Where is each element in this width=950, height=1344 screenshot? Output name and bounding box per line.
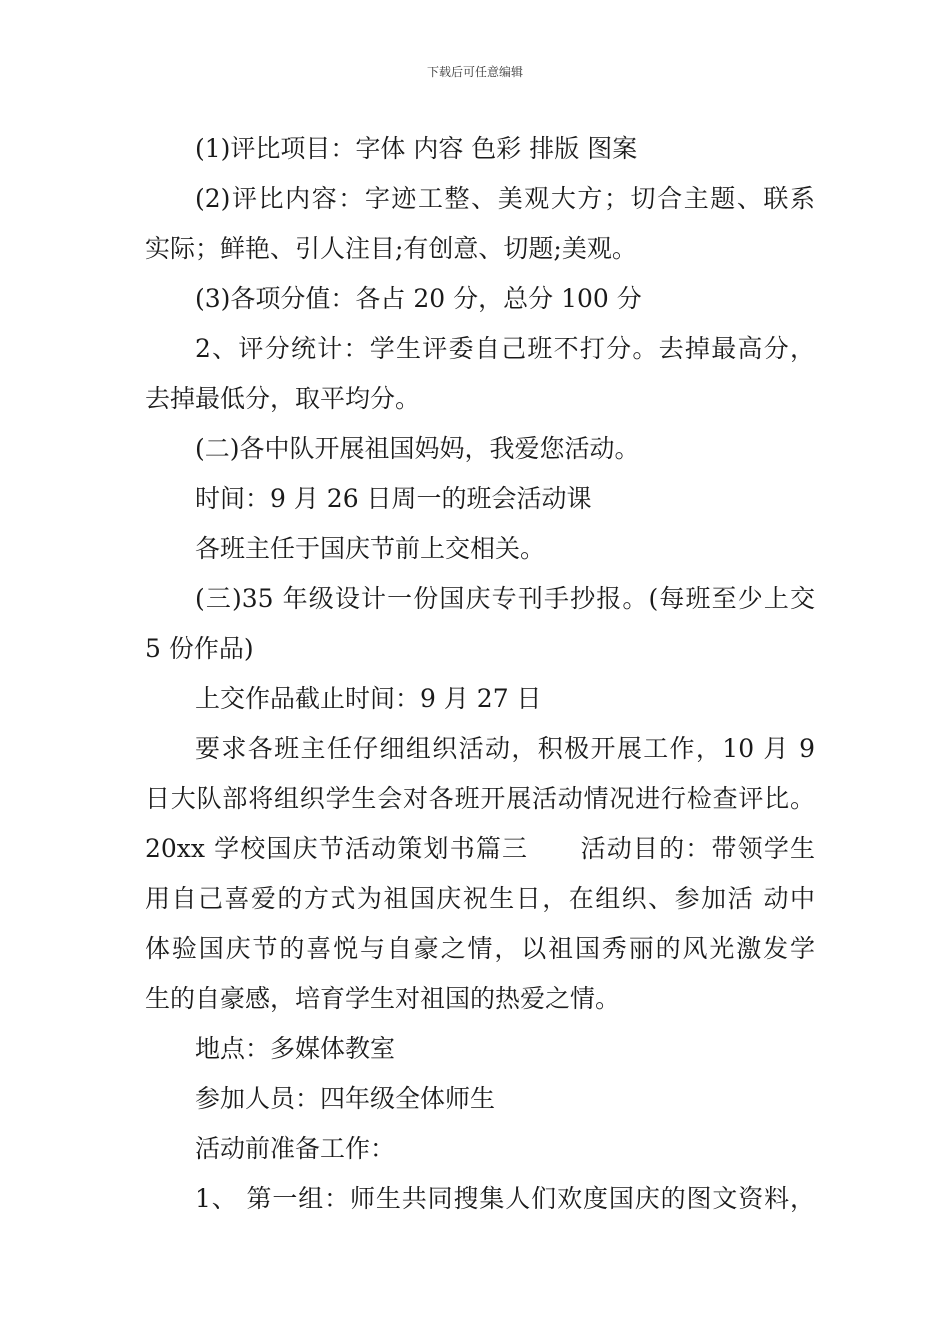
text-line: 要求各班主任仔细组织活动，积极开展工作，10 月 9 xyxy=(195,734,815,763)
text-line: 去掉最低分，取平均分。 xyxy=(145,384,421,413)
text-line: 实际；鲜艳、引人注目;有创意、切题;美观。 xyxy=(145,234,637,263)
text-line: 20xx 学校国庆节活动策划书篇三 活动目的：带领学生 xyxy=(145,834,815,863)
text-line: 日大队部将组织学生会对各班开展活动情况进行检查评比。 xyxy=(145,784,815,813)
text-line: (三)35 年级设计一份国庆专刊手抄报。(每班至少上交 xyxy=(195,584,815,613)
text-line: 体验国庆节的喜悦与自豪之情，以祖国秀丽的风光激发学 xyxy=(145,934,815,963)
text-line: 时间：9 月 26 日周一的班会活动课 xyxy=(195,484,592,513)
text-line: 生的自豪感，培育学生对祖国的热爱之情。 xyxy=(145,984,621,1013)
page-header: 下载后可任意编辑 xyxy=(426,65,523,79)
text-line: 上交作品截止时间：9 月 27 日 xyxy=(195,684,542,713)
text-line: 1、 第一组：师生共同搜集人们欢度国庆的图文资料， xyxy=(195,1184,815,1213)
text-line: 活动前准备工作： xyxy=(195,1134,396,1163)
text-line: (二)各中队开展祖国妈妈，我爱您活动。 xyxy=(195,434,640,463)
text-line: 地点：多媒体教室 xyxy=(195,1034,396,1063)
text-line: (1)评比项目：字体 内容 色彩 排版 图案 xyxy=(195,134,638,163)
text-line: (3)各项分值：各占 20 分，总分 100 分 xyxy=(195,284,642,313)
text-line: 各班主任于国庆节前上交相关。 xyxy=(195,534,546,563)
text-line: 2、评分统计：学生评委自己班不打分。去掉最高分， xyxy=(195,334,815,363)
document-body xyxy=(145,124,815,1224)
text-line: 用自己喜爱的方式为祖国庆祝生日，在组织、参加活 动中 xyxy=(145,884,815,913)
text-line: 参加人员：四年级全体师生 xyxy=(195,1084,496,1113)
text-line: 5 份作品) xyxy=(145,634,254,663)
text-line: (2)评比内容：字迹工整、美观大方；切合主题、联系 xyxy=(195,184,815,213)
